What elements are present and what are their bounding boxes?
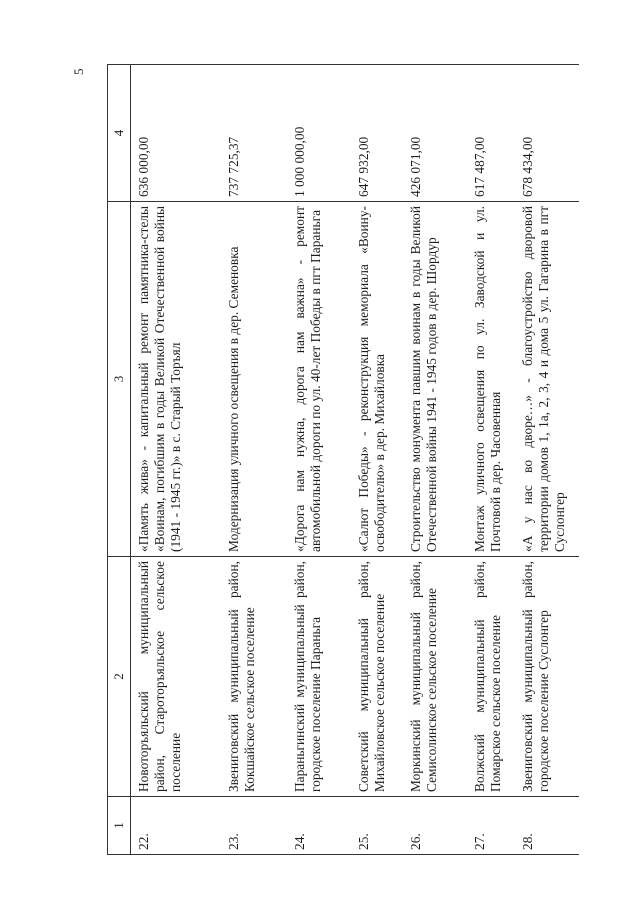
project-cell: Модернизация уличного освещения в дер. Семеновка	[221, 202, 287, 557]
amount-cell: 1 000 000,00	[287, 65, 351, 202]
amount-cell: 617 487,00	[467, 65, 515, 202]
page-number: 5	[71, 68, 86, 75]
table-row	[287, 65, 351, 855]
table-row	[351, 65, 403, 855]
column-header-1: 1	[108, 797, 131, 855]
municipality-cell: Волжский муниципальный район, Помарское сельское поселение	[467, 557, 515, 797]
column-header-4: 4	[108, 65, 131, 202]
row-number: 25.	[351, 797, 403, 855]
project-cell: «А у нас во дворе…» - благоустройство дворовой территории домов 1, 1а, 2, 3, 4 и дома 5 ул. Гагарина в пгт Суслонгер	[515, 202, 579, 557]
amount-cell: 678 434,00	[515, 65, 579, 202]
amount-cell: 647 932,00	[351, 65, 403, 202]
amount-cell: 737 725,37	[221, 65, 287, 202]
column-header-2: 2	[108, 557, 131, 797]
project-cell: «Память жива» - капитальный ремонт памятника-стелы «Воинам, погибшим в годы Великой Отечественной войны (1941 - 1945 гг.)» в с. Старый Торъял	[131, 202, 221, 557]
row-number: 22.	[131, 797, 221, 855]
row-number: 26.	[403, 797, 467, 855]
project-cell: Монтаж уличного освещения по ул. Заводской и ул. Почтовой в дер. Часовенная	[467, 202, 515, 557]
table-row	[131, 65, 221, 855]
project-cell: Строительство монумента павшим воинам в годы Великой Отечественной войны 1941 - 1945 годов в дер. Шордур	[403, 202, 467, 557]
municipality-cell: Новоторъяльский муниципальный район, Староторъяльское сельское поселение	[131, 557, 221, 797]
table-row	[403, 65, 467, 855]
rotated-page	[71, 55, 591, 855]
table-header-row	[108, 65, 131, 855]
municipality-cell: Советский муниципальный район, Михайловское сельское поселение	[351, 557, 403, 797]
column-header-3: 3	[108, 202, 131, 557]
row-number: 24.	[287, 797, 351, 855]
municipality-cell: Звениговский муниципальный район, городское поселение Суслонгер	[515, 557, 579, 797]
municipality-cell: Параньгинский муниципальный район, городское поселение Параньга	[287, 557, 351, 797]
amount-cell: 426 071,00	[403, 65, 467, 202]
municipality-cell: Звениговский муниципальный район, Кокшайское сельское поселение	[221, 557, 287, 797]
table-row	[221, 65, 287, 855]
row-number: 28.	[515, 797, 579, 855]
project-cell: «Салют Победы» - реконструкция мемориала «Воину-освободителю» в дер. Михайловка	[351, 202, 403, 557]
row-number: 27.	[467, 797, 515, 855]
table-row	[467, 65, 515, 855]
amount-cell: 636 000,00	[131, 65, 221, 202]
projects-table	[107, 64, 579, 855]
municipality-cell: Моркинский муниципальный район, Семисолинское сельское поселение	[403, 557, 467, 797]
project-cell: «Дорога нам нужна, дорога нам важна» - ремонт автомобильной дороги по ул. 40-лет Победы в пгт Параньга	[287, 202, 351, 557]
table-row	[515, 65, 579, 855]
row-number: 23.	[221, 797, 287, 855]
